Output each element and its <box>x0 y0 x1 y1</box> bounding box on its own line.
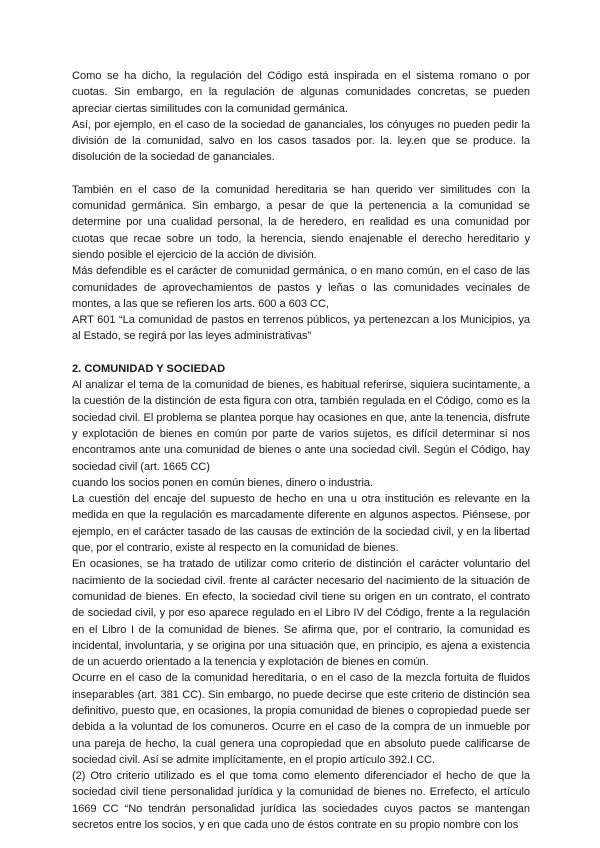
paragraph-personalidad-juridica: (2) Otro criterio utilizado es el que toma como elemento diferenciador el hecho de que la sociedad civil tiene personalidad jurídica y la comunidad de bienes no. Errefecto, el artículo 1669 CC “No tendrán personalidad jurídica las sociedades cuyos pactos se mantengan secretos entre los socios, y en que cada uno de éstos contrate en su propio nombre con los <box>72 770 530 832</box>
paragraph-criterio-voluntario: En ocasiones, se ha tratado de utilizar como criterio de distinción el carácter voluntario del nacimiento de la sociedad civil. frente al carácter necesario del nacimiento de la situación de comunidad de bienes. En efecto, la sociedad civil tiene su origen en un contrato, el contrato de sociedad civil, y por eso aparece regulado en el Libro IV del Código, frente a la regulación en el Libro I de la comunidad de bienes. Se afirma que, por el contrario, la comunidad es incidental, involuntaria, y se origina por una situación que, en principio, es ajena a existencia de un acuerdo orientado a la tenencia y explotación de bienes en común. <box>72 558 530 669</box>
paragraph-comunidad-germanica: Más defendible es el carácter de comunidad germánica, o en mano común, en el caso de las comunidades de aprovechamientos de pastos y leñas o las comunidades vecinales de montes, a las que se refieren los arts. 600 a 603 CC, <box>72 265 530 310</box>
paragraph-socios: cuando los socios ponen en común bienes, dinero o industria. <box>72 476 374 489</box>
paragraph-roman-system: Como se ha dicho, la regulación del Código está inspirada en el sistema romano o por cuotas. Sin embargo, en la regulación de algunas comunidades concretas, se pueden apreciar ciertas similitudes con la comunidad germánica. <box>72 70 530 115</box>
paragraph-comunidad-sociedad: Al analizar el tema de la comunidad de bienes, es habitual referirse, siquiera sucintamente, a la cuestión de la distinción de esta figura con otra, también regulada en el Código, como es la sociedad civil. El problema se plantea porque hay ocasiones en que, ante la tenencia, disfrute y explotación de bienes en común por parte de varios sujetos, es difícil determinar si nos encontramos ante una comunidad de bienes o ante una sociedad civil. Según el Código, hay sociedad civil (art. 1665 CC) <box>72 379 530 473</box>
paragraph-encaje: La cuestión del encaje del supuesto de hecho en una u otra institución es relevante en la medida en que la regulación es marcadamente diferente en algunos aspectos. Piénsese, por ejemplo, en el carácter tasado de las causas de extinción de la sociedad civil, y en la libertad que, por el contrario, existe al respecto en la comunidad de bienes. <box>72 493 530 555</box>
paragraph-spacer <box>72 345 530 361</box>
paragraph-comunidad-hereditaria-ejemplo: Ocurre en el caso de la comunidad hereditaria, o en el caso de la mezcla fortuita de fluidos inseparables (art. 381 CC). Sin embargo, no puede decirse que este criterio de distinción sea definitivo, puesto que, en ocasiones, la propia comunidad de bienes o copropiedad puede ser debida a la voluntad de los comuneros. Ocurre en el caso de la compra de un inmueble por una pareja de hecho, la cual genera una copropiedad que en absoluto puede calificarse de sociedad civil. Así se admite implícitamente, en el propio artículo 392.I CC. <box>72 672 530 766</box>
paragraph-spacer <box>72 166 530 182</box>
paragraph-gananciales: Así, por ejemplo, en el caso de la sociedad de gananciales, los cónyuges no pueden pedir la división de la comunidad, salvo en los casos tasados por. la. ley.en que se produce. la disolución de la sociedad de gananciales. <box>72 118 530 164</box>
paragraph-art-601: ART 601 “La comunidad de pastos en terrenos públicos, ya pertenezcan a los Municipios, ya al Estado, se regirá por las leyes administrativas” <box>72 314 530 343</box>
paragraph-comunidad-hereditaria: También en el caso de la comunidad hereditaria se han querido ver similitudes con la comunidad germánica. Sin embargo, a pesar de que la pertenencia a la comunidad se determine por una cualidad personal, la de heredero, en realidad es una comunidad por cuotas que recae sobre un todo, la herencia, siendo enajenable el derecho hereditario y siendo posible el ejercicio de la acción de división. <box>72 183 530 261</box>
section-heading: 2. COMUNIDAD Y SOCIEDAD <box>72 362 226 375</box>
